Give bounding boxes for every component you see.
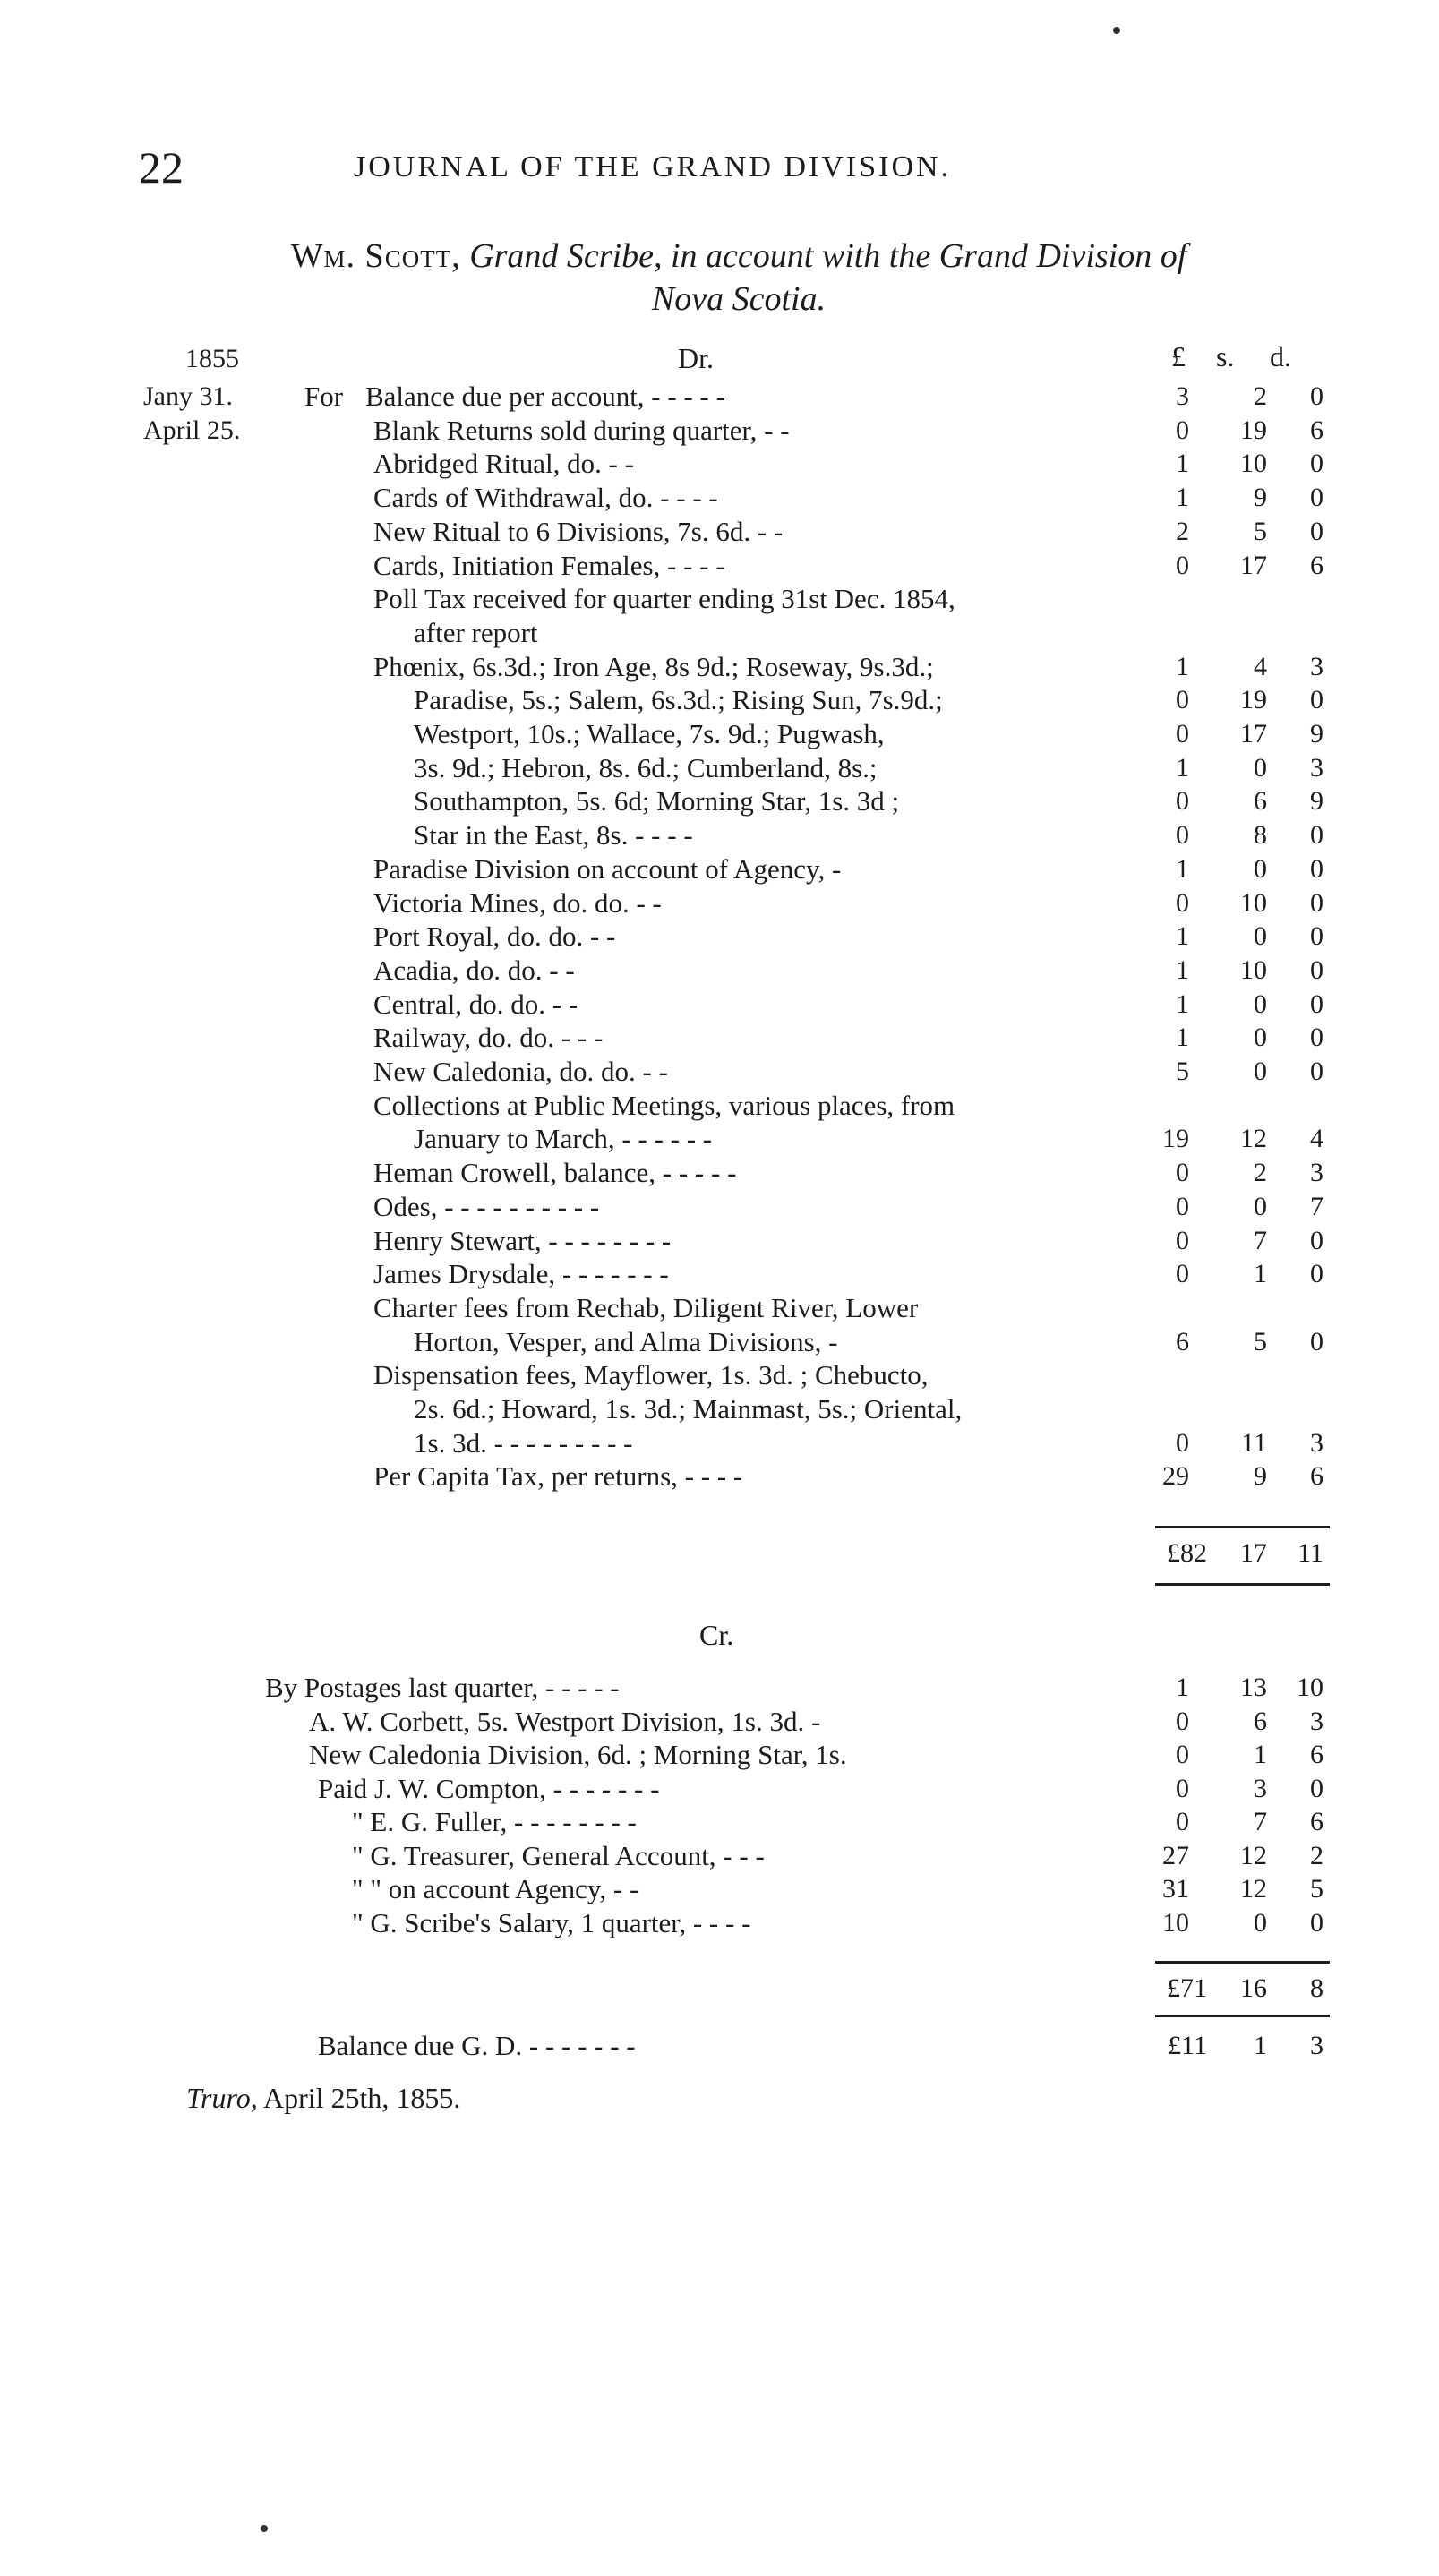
credit-pence: 3	[1310, 1707, 1323, 1736]
entry-pounds: 29	[1162, 1461, 1189, 1491]
entry-shillings: 2	[1254, 381, 1267, 411]
page-number: 22	[139, 142, 184, 193]
entry-description: Star in the East, 8s. - - - -	[414, 819, 693, 851]
entry-pounds: 19	[1162, 1124, 1189, 1153]
entry-prefix: For	[304, 381, 344, 412]
entry-pence: 0	[1310, 888, 1323, 918]
entry-pounds: 0	[1176, 1226, 1189, 1255]
entry-pounds: 0	[1176, 888, 1189, 918]
entry-pence: 4	[1310, 1124, 1323, 1153]
credit-description: By Postages last quarter, - - - - -	[265, 1672, 620, 1703]
entry-pence: 0	[1310, 989, 1323, 1019]
entry-shillings: 10	[1240, 955, 1267, 985]
entry-shillings: 12	[1240, 1124, 1267, 1153]
entry-shillings: 0	[1254, 1023, 1267, 1052]
entry-pence: 3	[1310, 1158, 1323, 1187]
credit-pence: 5	[1310, 1874, 1323, 1904]
credit-shillings: 7	[1254, 1807, 1267, 1836]
credit-pounds: 0	[1176, 1740, 1189, 1769]
entry-date: Jany 31.	[143, 381, 233, 411]
debit-total-shillings: 17	[1240, 1538, 1267, 1568]
entry-pounds: 0	[1176, 1158, 1189, 1187]
credit-header: Cr.	[699, 1619, 734, 1651]
entry-description: New Ritual to 6 Divisions, 7s. 6d. - -	[373, 516, 784, 547]
shillings-header: s.	[1216, 340, 1235, 372]
credit-shillings: 0	[1254, 1908, 1267, 1938]
entry-shillings: 0	[1254, 1057, 1267, 1086]
entry-description: Central, do. do. - -	[373, 988, 578, 1020]
credit-pence: 6	[1310, 1740, 1323, 1769]
entry-pounds: 1	[1176, 483, 1189, 512]
entry-description: Westport, 10s.; Wallace, 7s. 9d.; Pugwash,	[414, 718, 885, 749]
entry-pence: 0	[1310, 381, 1323, 411]
entry-shillings: 0	[1254, 854, 1267, 884]
entry-pence: 6	[1310, 551, 1323, 580]
entry-description: Port Royal, do. do. - -	[373, 920, 616, 952]
entry-description: Balance due per account, - - - - -	[365, 381, 725, 412]
credit-shillings: 12	[1240, 1841, 1267, 1870]
balance-pence: 3	[1310, 2031, 1323, 2060]
entry-pence: 0	[1310, 854, 1323, 884]
entry-pounds: 0	[1176, 1259, 1189, 1288]
entry-shillings: 2	[1254, 1158, 1267, 1187]
credit-pence: 10	[1297, 1673, 1323, 1702]
entry-pounds: 1	[1176, 955, 1189, 985]
debit-header: Dr.	[678, 342, 714, 374]
entry-description: after report	[414, 617, 538, 648]
entry-shillings: 17	[1240, 551, 1267, 580]
entry-description: James Drysdale, - - - - - - -	[373, 1258, 669, 1289]
print-speck	[261, 2525, 268, 2532]
entry-shillings: 8	[1254, 820, 1267, 850]
pence-header: d.	[1270, 340, 1291, 372]
entry-pounds: 1	[1176, 753, 1189, 783]
entry-description: Per Capita Tax, per returns, - - - -	[373, 1460, 743, 1492]
entry-shillings: 17	[1240, 719, 1267, 749]
entry-shillings: 5	[1254, 1327, 1267, 1356]
debit-rule-top	[1155, 1526, 1330, 1528]
credit-pounds: 10	[1162, 1908, 1189, 1938]
entry-shillings: 0	[1254, 1192, 1267, 1221]
signoff	[186, 2082, 460, 2115]
credit-shillings: 1	[1254, 1740, 1267, 1769]
entry-description: Henry Stewart, - - - - - - - -	[373, 1225, 672, 1256]
pounds-header: £	[1171, 340, 1186, 372]
credit-pounds: 0	[1176, 1774, 1189, 1803]
entry-description: Heman Crowell, balance, - - - - -	[373, 1157, 737, 1188]
entry-description: Dispensation fees, Mayflower, 1s. 3d. ; Chebucto,	[373, 1359, 929, 1391]
entry-pence: 0	[1310, 1057, 1323, 1086]
credit-pounds: 31	[1162, 1874, 1189, 1904]
balance-pounds: £11	[1168, 2031, 1207, 2060]
entry-description: Abridged Ritual, do. - -	[373, 448, 635, 479]
entry-pounds: 0	[1176, 551, 1189, 580]
running-head: JOURNAL OF THE GRAND DIVISION.	[354, 150, 952, 184]
scribe-name: Wm. Scott,	[290, 237, 461, 275]
credit-description: " " on account Agency, - -	[352, 1873, 639, 1904]
entry-pounds: 1	[1176, 449, 1189, 478]
entry-description: Odes, - - - - - - - - - -	[373, 1191, 600, 1222]
entry-pence: 0	[1310, 1327, 1323, 1356]
credit-shillings: 12	[1240, 1874, 1267, 1904]
entry-pence: 0	[1310, 1023, 1323, 1052]
debit-rule-bottom	[1155, 1583, 1330, 1586]
entry-description: Victoria Mines, do. do. - -	[373, 887, 662, 919]
entry-shillings: 6	[1254, 786, 1267, 816]
entry-description: Paradise, 5s.; Salem, 6s.3d.; Rising Sun, 7s.9d.;	[414, 684, 943, 715]
entry-shillings: 10	[1240, 449, 1267, 478]
entry-pounds: 1	[1176, 1023, 1189, 1052]
entry-pounds: 3	[1176, 381, 1189, 411]
entry-pence: 0	[1310, 1226, 1323, 1255]
entry-shillings: 7	[1254, 1226, 1267, 1255]
credit-pounds: 0	[1176, 1807, 1189, 1836]
entry-shillings: 9	[1254, 483, 1267, 512]
signoff-date: April 25th, 1855.	[262, 2082, 461, 2114]
entry-pence: 3	[1310, 652, 1323, 681]
credit-shillings: 3	[1254, 1774, 1267, 1803]
entry-description: Cards of Withdrawal, do. - - - -	[373, 482, 718, 513]
entry-description: Southampton, 5s. 6d; Morning Star, 1s. 3d ;	[414, 785, 900, 817]
entry-description: 2s. 6d.; Howard, 1s. 3d.; Mainmast, 5s.; Oriental,	[414, 1393, 963, 1425]
entry-description: Collections at Public Meetings, various places, from	[373, 1090, 955, 1121]
entry-pounds: 1	[1176, 921, 1189, 951]
credit-rule-top	[1155, 1961, 1330, 1964]
year-label: 1855	[185, 344, 239, 373]
entry-pence: 0	[1310, 921, 1323, 951]
entry-pounds: 2	[1176, 517, 1189, 546]
credit-description: A. W. Corbett, 5s. Westport Division, 1s. 3d. -	[309, 1706, 821, 1737]
credit-shillings: 13	[1240, 1673, 1267, 1702]
entry-description: Paradise Division on account of Agency, -	[373, 853, 842, 885]
entry-pounds: 5	[1176, 1057, 1189, 1086]
entry-pence: 3	[1310, 1428, 1323, 1458]
entry-description: Phœnix, 6s.3d.; Iron Age, 8s 9d.; Roseway, 9s.3d.;	[373, 651, 934, 682]
debit-total-pence: 11	[1298, 1538, 1323, 1568]
entry-pence: 0	[1310, 685, 1323, 715]
entry-shillings: 4	[1254, 652, 1267, 681]
entry-pounds: 1	[1176, 652, 1189, 681]
entry-pence: 0	[1310, 449, 1323, 478]
debit-total-pounds: £82	[1167, 1538, 1207, 1568]
credit-description: Paid J. W. Compton, - - - - - - -	[318, 1773, 660, 1804]
credit-description: New Caledonia Division, 6d. ; Morning Star, 1s.	[309, 1739, 847, 1770]
entry-pounds: 0	[1176, 1192, 1189, 1221]
entry-description: Blank Returns sold during quarter, - -	[373, 415, 790, 446]
entry-shillings: 5	[1254, 517, 1267, 546]
credit-description: " E. G. Fuller, - - - - - - - -	[352, 1806, 637, 1837]
credit-pence: 0	[1310, 1908, 1323, 1938]
entry-pounds: 1	[1176, 854, 1189, 884]
entry-pence: 0	[1310, 955, 1323, 985]
entry-pence: 3	[1310, 753, 1323, 783]
signoff-place: Truro,	[186, 2082, 258, 2114]
entry-description: 3s. 9d.; Hebron, 8s. 6d.; Cumberland, 8s.;	[414, 752, 878, 783]
entry-shillings: 0	[1254, 753, 1267, 783]
print-speck	[1113, 27, 1120, 34]
credit-shillings: 6	[1254, 1707, 1267, 1736]
credit-total-pounds: £71	[1167, 1973, 1207, 2003]
entry-description: 1s. 3d. - - - - - - - - -	[414, 1427, 633, 1459]
entry-description: New Caledonia, do. do. - -	[373, 1056, 668, 1087]
credit-description: " G. Treasurer, General Account, - - -	[352, 1840, 765, 1871]
entry-description: Railway, do. do. - - -	[373, 1022, 604, 1053]
credit-pence: 0	[1310, 1774, 1323, 1803]
entry-shillings: 9	[1254, 1461, 1267, 1491]
entry-shillings: 1	[1254, 1259, 1267, 1288]
credit-pounds: 1	[1176, 1673, 1189, 1702]
credit-pence: 2	[1310, 1841, 1323, 1870]
entry-pounds: 6	[1176, 1327, 1189, 1356]
entry-pence: 9	[1310, 719, 1323, 749]
credit-description: " G. Scribe's Salary, 1 quarter, - - - -	[352, 1907, 751, 1938]
entry-description: Cards, Initiation Females, - - - -	[373, 550, 725, 581]
entry-description: Horton, Vesper, and Alma Divisions, -	[414, 1326, 838, 1357]
heading-line-1: Grand Scribe, in account with the Grand Division of	[469, 237, 1187, 275]
entry-description: Poll Tax received for quarter ending 31st Dec. 1854,	[373, 583, 955, 614]
entry-pounds: 0	[1176, 1428, 1189, 1458]
entry-pounds: 0	[1176, 719, 1189, 749]
entry-description: January to March, - - - - - -	[414, 1123, 713, 1154]
credit-rule-bottom	[1155, 2015, 1330, 2017]
balance-shillings: 1	[1254, 2031, 1267, 2060]
entry-shillings: 19	[1240, 685, 1267, 715]
entry-pence: 7	[1310, 1192, 1323, 1221]
entry-pence: 9	[1310, 786, 1323, 816]
entry-description: Acadia, do. do. - -	[373, 954, 575, 986]
entry-pence: 0	[1310, 517, 1323, 546]
entry-pence: 6	[1310, 1461, 1323, 1491]
entry-pounds: 1	[1176, 989, 1189, 1019]
entry-pounds: 0	[1176, 786, 1189, 816]
heading-line-2: Nova Scotia.	[651, 280, 827, 318]
entry-pounds: 0	[1176, 415, 1189, 445]
account-heading	[143, 235, 1334, 321]
entry-shillings: 0	[1254, 989, 1267, 1019]
entry-date: April 25.	[143, 415, 241, 445]
entry-pence: 0	[1310, 820, 1323, 850]
entry-pence: 0	[1310, 1259, 1323, 1288]
credit-pence: 6	[1310, 1807, 1323, 1836]
credit-total-pence: 8	[1310, 1973, 1323, 2003]
credit-pounds: 0	[1176, 1707, 1189, 1736]
entry-pence: 0	[1310, 483, 1323, 512]
entry-shillings: 19	[1240, 415, 1267, 445]
entry-shillings: 10	[1240, 888, 1267, 918]
entry-shillings: 11	[1241, 1428, 1267, 1458]
entry-description: Charter fees from Rechab, Diligent River, Lower	[373, 1292, 919, 1323]
entry-pounds: 0	[1176, 820, 1189, 850]
balance-label: Balance due G. D. - - - - - - -	[318, 2030, 636, 2061]
entry-pounds: 0	[1176, 685, 1189, 715]
entry-shillings: 0	[1254, 921, 1267, 951]
credit-pounds: 27	[1162, 1841, 1189, 1870]
entry-pence: 6	[1310, 415, 1323, 445]
credit-total-shillings: 16	[1240, 1973, 1267, 2003]
